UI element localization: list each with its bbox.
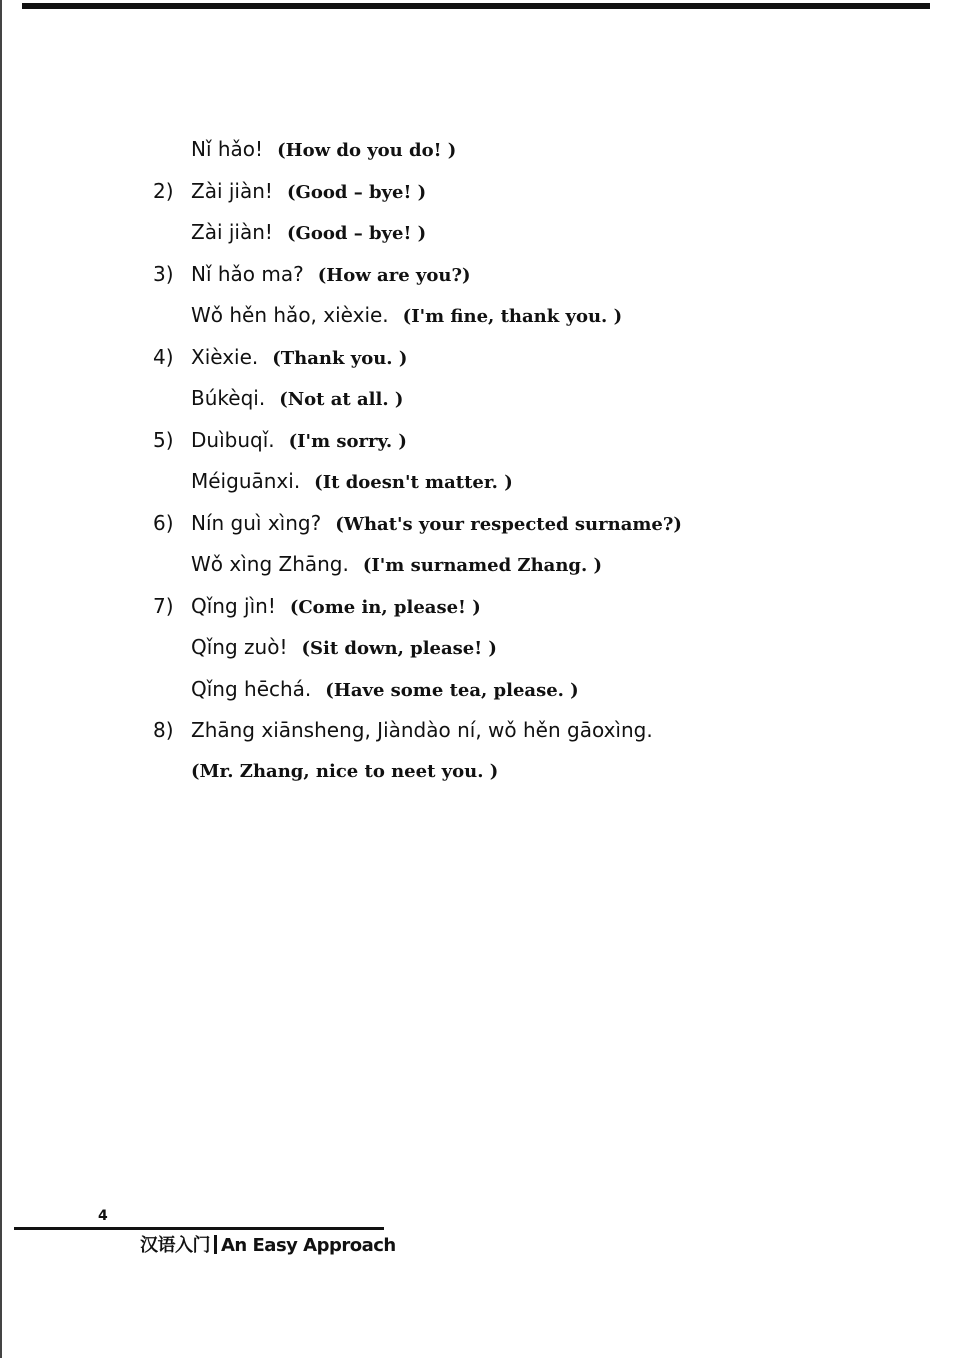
line-content [191, 380, 403, 418]
english-translation: (I'm sorry. ) [288, 431, 407, 452]
pinyin-text: Zài jiàn! [191, 179, 273, 203]
english-translation: (Have some tea, please. ) [325, 680, 579, 701]
page-number: 4 [98, 1208, 108, 1224]
english-translation: (Not at all. ) [279, 389, 404, 410]
line-content [191, 339, 407, 377]
line-content [191, 297, 622, 335]
line-content [191, 505, 682, 543]
item-number: 4) [153, 345, 174, 369]
english-translation: (Sit down, please! ) [301, 638, 497, 659]
english-translation: (I'm fine, thank you. ) [402, 306, 623, 327]
line-content [191, 256, 471, 294]
pinyin-text: Zài jiàn! [191, 220, 273, 244]
item-number: 6) [153, 511, 174, 535]
english-translation: (What's your respected surname?) [335, 514, 682, 535]
pinyin-text: Wǒ hěn hǎo, xièxie. [191, 303, 389, 327]
line-content [191, 671, 579, 709]
item-number: 2) [153, 179, 174, 203]
item-number: 8) [153, 718, 174, 742]
item-number: 5) [153, 428, 174, 452]
pinyin-text: Zhāng xiānsheng, Jiàndào ní, wǒ hěn gāoxìng. [191, 718, 653, 742]
pinyin-text: Duìbuqǐ. [191, 428, 275, 452]
pinyin-text: Xièxie. [191, 345, 259, 369]
english-translation: (I'm surnamed Zhang. ) [362, 555, 603, 576]
footer-separator [214, 1235, 217, 1254]
book-title-chinese: 汉语入门 [140, 1235, 210, 1256]
line-content [191, 588, 481, 626]
english-translation: (How are you?) [317, 265, 471, 286]
footer-rule [14, 1227, 384, 1230]
english-translation: (Thank you. ) [272, 348, 408, 369]
line-content [191, 214, 426, 252]
line-content [191, 712, 653, 750]
english-translation: (Good – bye! ) [286, 182, 427, 203]
english-translation: (How do you do! ) [277, 140, 457, 161]
pinyin-text: Qǐng hēchá. [191, 677, 312, 701]
english-translation: (Come in, please! ) [289, 597, 481, 618]
pinyin-text: Méiguānxi. [191, 469, 301, 493]
item-number: 3) [153, 262, 174, 286]
header-rule [22, 3, 930, 9]
pinyin-text: Nǐ hǎo! [191, 137, 264, 161]
english-translation: (Good – bye! ) [286, 223, 427, 244]
pinyin-text: Nín guì xìng? [191, 511, 322, 535]
pinyin-text: Wǒ xìng Zhāng. [191, 552, 349, 576]
line-content [191, 463, 513, 501]
line-content [191, 131, 456, 169]
line-content [191, 629, 497, 667]
pinyin-text: Búkèqi. [191, 386, 266, 410]
english-translation: (Mr. Zhang, nice to neet you. ) [191, 761, 499, 782]
pinyin-text: Nǐ hǎo ma? [191, 262, 304, 286]
line-content [191, 422, 407, 460]
line-content [191, 754, 498, 790]
page-left-edge [0, 0, 2, 1358]
item-number: 7) [153, 594, 174, 618]
english-translation: (It doesn't matter. ) [314, 472, 513, 493]
line-content [191, 546, 602, 584]
line-content [191, 173, 426, 211]
book-title-english: An Easy Approach [221, 1235, 396, 1256]
running-footer [140, 1231, 396, 1257]
pinyin-text: Qǐng zuò! [191, 635, 288, 659]
pinyin-text: Qǐng jìn! [191, 594, 276, 618]
